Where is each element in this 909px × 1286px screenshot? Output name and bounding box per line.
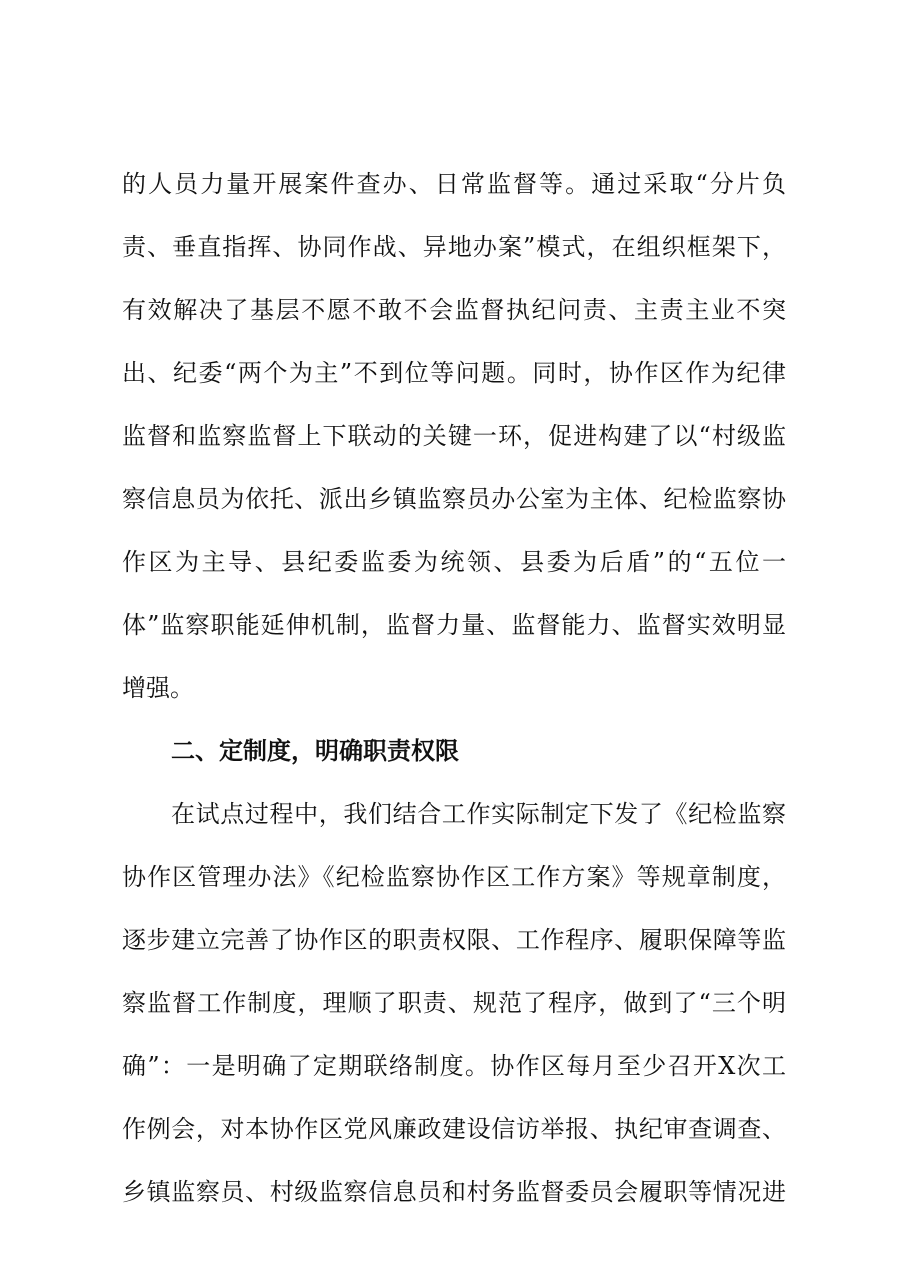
paragraph-2-line: 逐步建立完善了协作区的职责权限、工作程序、履职保障等监 <box>122 926 786 954</box>
paragraph-2-line: 乡镇监察员、村级监察信息员和村务监督委员会履职等情况进 <box>122 1178 786 1206</box>
paragraph-1-line: 的人员力量开展案件查办、日常监督等。通过采取“分片负 <box>122 170 786 198</box>
paragraph-1-line: 出、纪委“两个为主”不到位等问题。同时，协作区作为纪律 <box>122 359 786 387</box>
paragraph-2-line: 作例会，对本协作区党风廉政建设信访举报、执纪审查调查、 <box>122 1115 786 1143</box>
paragraph-2-line: 确”：一是明确了定期联络制度。协作区每月至少召开X次工 <box>122 1052 786 1080</box>
paragraph-2-line: 协作区管理办法》《纪检监察协作区工作方案》等规章制度， <box>122 863 786 891</box>
paragraph-1-line: 作区为主导、县纪委监委为统领、县委为后盾”的“五位一 <box>122 548 786 576</box>
paragraph-1-line: 增强。 <box>122 674 194 702</box>
paragraph-1-line: 察信息员为依托、派出乡镇监察员办公室为主体、纪检监察协 <box>122 485 786 513</box>
paragraph-2-line: 察监督工作制度，理顺了职责、规范了程序，做到了“三个明 <box>122 989 786 1017</box>
paragraph-1-line: 体”监察职能延伸机制，监督力量、监督能力、监督实效明显 <box>122 611 786 639</box>
section-heading: 二、定制度，明确职责权限 <box>171 737 459 765</box>
paragraph-1-line: 责、垂直指挥、协同作战、异地办案”模式，在组织框架下， <box>122 233 786 261</box>
paragraph-2-line: 在试点过程中，我们结合工作实际制定下发了《纪检监察 <box>171 800 786 828</box>
paragraph-1-line: 有效解决了基层不愿不敢不会监督执纪问责、主责主业不突 <box>122 296 786 324</box>
paragraph-1-line: 监督和监察监督上下联动的关键一环，促进构建了以“村级监 <box>122 422 786 450</box>
